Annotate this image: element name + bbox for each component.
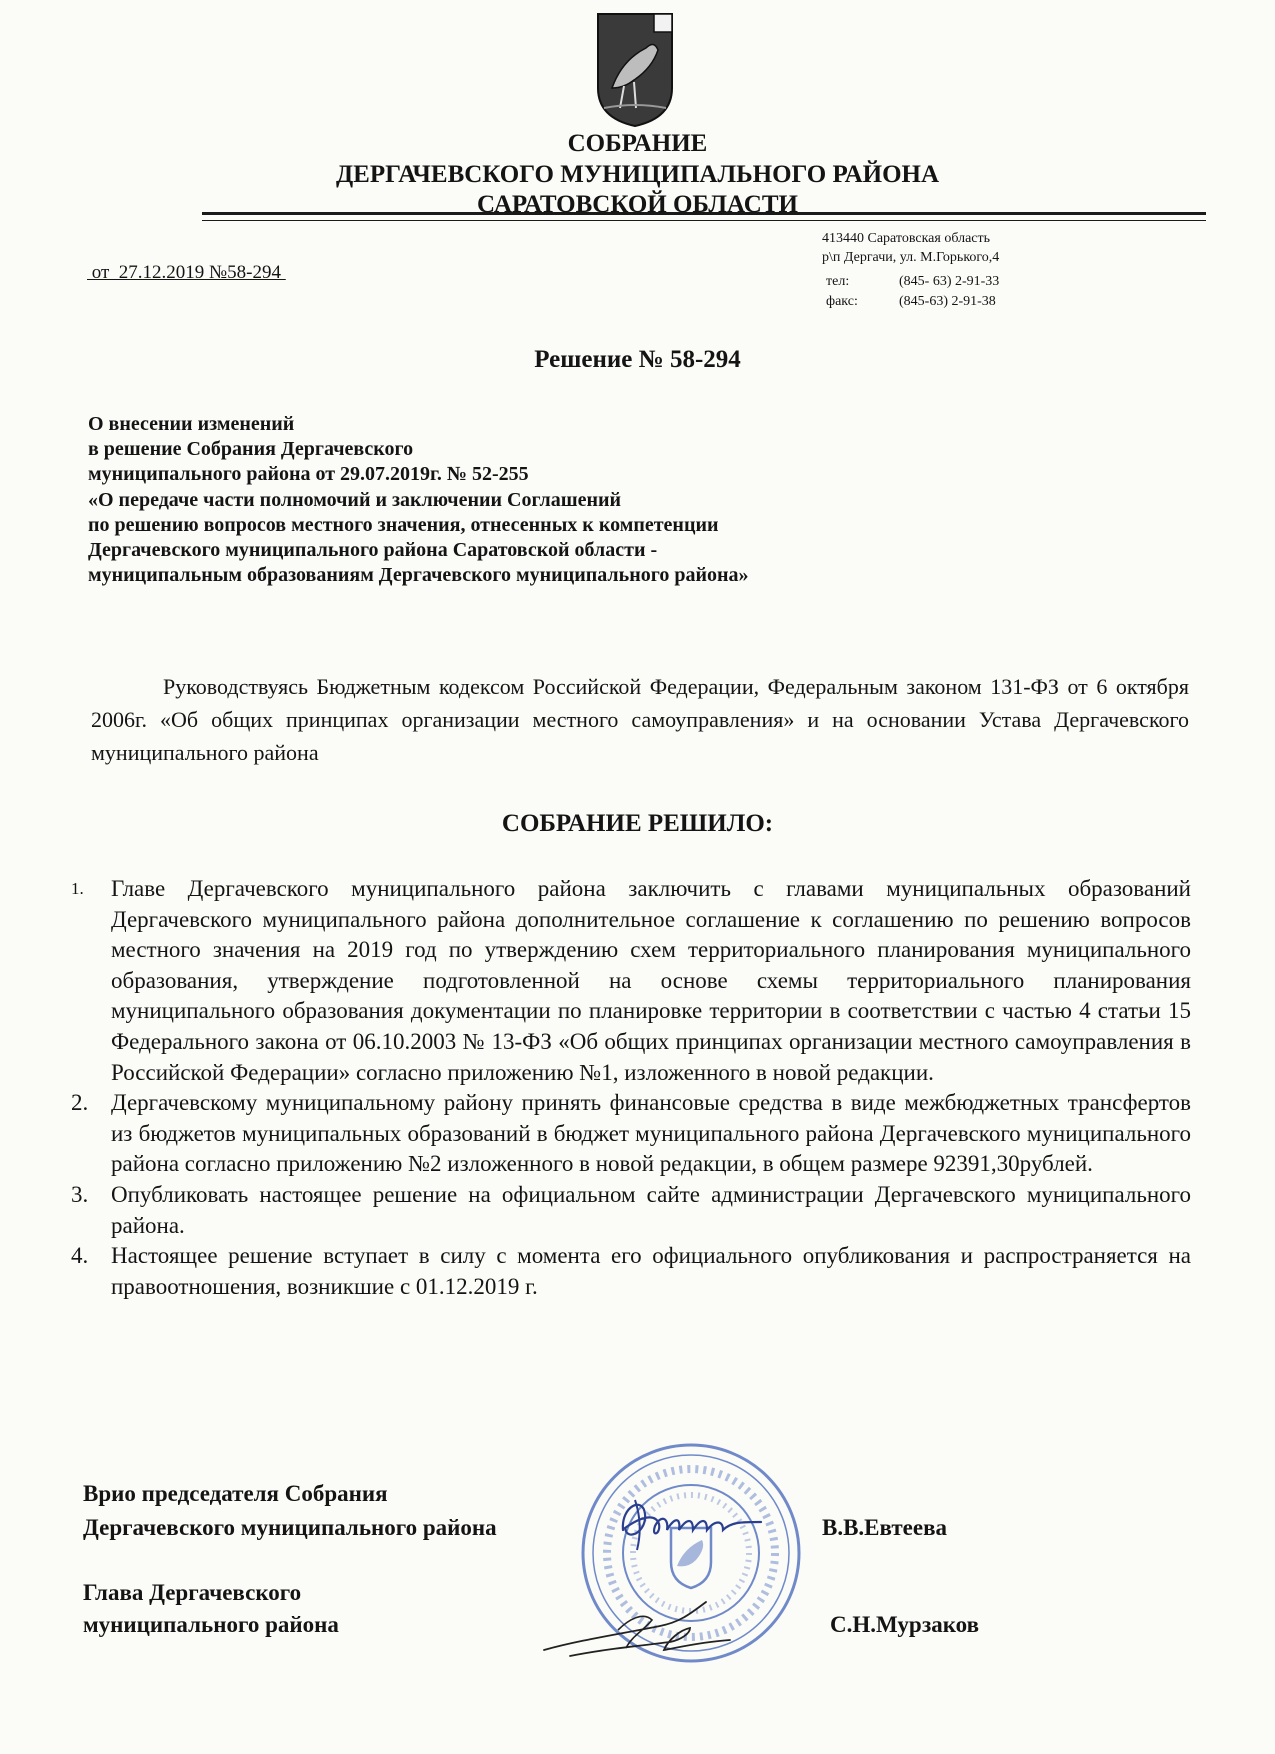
head-title-line2: муниципального района — [83, 1612, 339, 1637]
subject-line: по решению вопросов местного значения, отнесенных к компетенции — [88, 513, 719, 536]
resolved-heading: СОБРАНИЕ РЕШИЛО: — [501, 810, 774, 837]
chair-title-line2: Дергачевского муниципального района — [83, 1515, 497, 1540]
item-text: Опубликовать настоящее решение на официальном сайте администрации Дергачевского муниципального района. — [111, 1181, 1191, 1238]
chair-title-line1: Врио председателя Собрания — [83, 1481, 388, 1506]
phone-number: (845- 63) 2-91-33 — [899, 274, 1000, 289]
address-line2: р\п Дергачи, ул. М.Горького,4 — [822, 250, 1000, 265]
list-item — [71, 1180, 1191, 1241]
header-title-line3: САРАТОВСКОЙ ОБЛАСТИ — [477, 191, 798, 218]
list-item — [71, 874, 1191, 1088]
subject-line: муниципальным образованиям Дергачевского муниципального района» — [88, 564, 749, 587]
subject-line: О внесении изменений — [88, 413, 295, 435]
header-title-line1: СОБРАНИЕ — [567, 130, 708, 157]
fax-label: факс: — [826, 294, 858, 309]
signature-chair — [615, 1488, 765, 1558]
subject-line: «О передаче части полномочий и заключении Соглашений — [88, 488, 622, 511]
header-rule-thick — [202, 212, 1206, 215]
item-text: Главе Дергачевского муниципального района заключить с главами муниципальных образований Дергачевского муниципального района дополнительное соглашение к соглашению по решению вопросов местного значения на 2019 год по утверждению схем территориального планирования муниципального образования, утверждение подготовленной на основе схемы территориального планирования муниципального образования документации по планировке территории в соответствии с частью 4 статьи 15 Федерального закона от 06.10.2003 № 13-ФЗ «Об общих принципах организации местного самоуправления в Российской Федерации» согласно приложению №1, изложенного в новой редакции. — [111, 876, 1191, 1085]
item-number: 4. — [71, 1243, 89, 1269]
head-name: С.Н.Мурзаков — [830, 1612, 980, 1637]
header-title-line2: ДЕРГАЧЕВСКОГО МУНИЦИПАЛЬНОГО РАЙОНА — [335, 161, 940, 188]
address-line1: 413440 Саратовская область — [822, 231, 991, 246]
phone-label: тел: — [826, 274, 850, 289]
header-rule-thin — [202, 220, 1206, 221]
subject-line: муниципального района от 29.07.2019г. № 52-255 — [88, 463, 529, 486]
item-number: 3. — [71, 1181, 89, 1207]
preamble-text: Руководствуясь Бюджетным кодексом Российской Федерации, Федеральным законом 131-ФЗ от 6 октября 2006г. «Об общих принципах организации местного самоуправления» и на основании Устава Дергачевского муниципального района — [91, 674, 1189, 765]
decision-title: Решение № 58-294 — [534, 346, 741, 373]
document-date-number: от 27.12.2019 №58-294 — [87, 262, 286, 283]
signature-head — [540, 1590, 735, 1670]
coat-of-arms-emblem — [594, 10, 676, 128]
list-item — [71, 1088, 1191, 1180]
item-text: Дергачевскому муниципальному району принять финансовые средства в виде межбюджетных трансфертов из бюджетов муниципальных образований в бюджет муниципального района Дергачевского муниципального района согласно приложению №2 изложенного в новой редакции, в общем размере 92391,30рублей. — [111, 1090, 1191, 1177]
fax-number: (845-63) 2-91-38 — [899, 294, 996, 309]
head-title-line1: Глава Дергачевского — [83, 1580, 302, 1605]
resolution-items-list — [71, 874, 1191, 1302]
item-text: Настоящее решение вступает в силу с момента его официального опубликования и распространяется на правоотношения, возникшие с 01.12.2019 г. — [111, 1243, 1191, 1299]
decision-subject — [88, 412, 749, 588]
subject-line: Дергачевского муниципального района Саратовской области - — [88, 539, 658, 562]
chair-name: В.В.Евтеева — [822, 1515, 948, 1540]
list-item — [71, 1241, 1191, 1302]
subject-line: в решение Собрания Дергачевского — [88, 438, 414, 461]
preamble-paragraph — [91, 670, 1189, 769]
item-number: 1. — [71, 879, 84, 898]
item-number: 2. — [71, 1090, 89, 1116]
